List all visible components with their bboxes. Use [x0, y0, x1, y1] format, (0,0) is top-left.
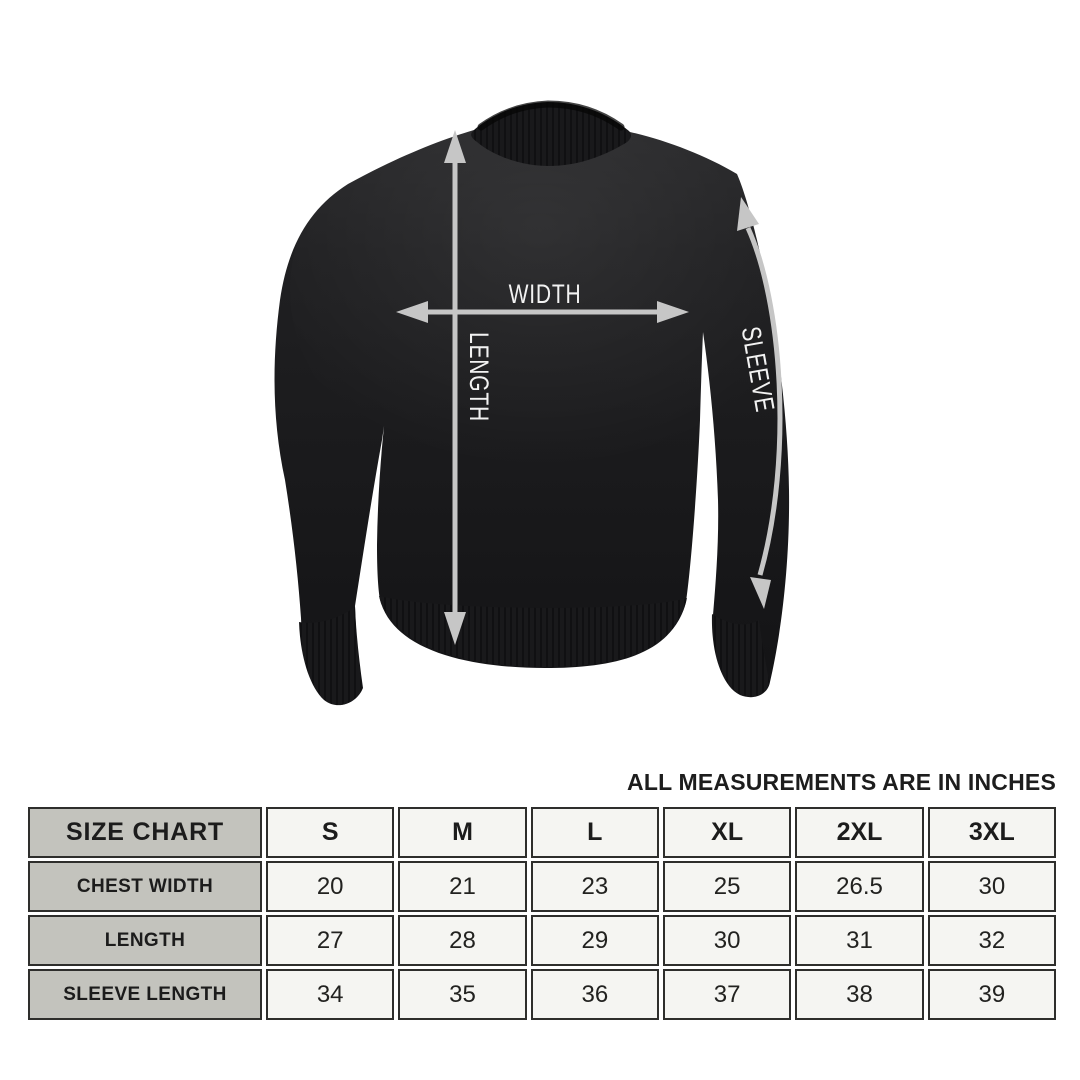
- sleeve-length-2xl: 38: [795, 969, 923, 1020]
- length-label: LENGTH: [463, 331, 494, 423]
- size-column-3xl: 3XL: [928, 807, 1056, 858]
- width-label: WIDTH: [508, 279, 582, 310]
- size-column-xl: XL: [663, 807, 791, 858]
- sleeve-length-xl: 37: [663, 969, 791, 1020]
- length-m: 28: [398, 915, 526, 966]
- sleeve-label: SLEEVE: [734, 324, 780, 415]
- sweatshirt-graphic: [275, 90, 790, 705]
- sleeve-length-m: 35: [398, 969, 526, 1020]
- row-label-sleeve-length: SLEEVE LENGTH: [28, 969, 262, 1020]
- length-2xl: 31: [795, 915, 923, 966]
- size-column-s: S: [266, 807, 394, 858]
- row-label-chest-width: CHEST WIDTH: [28, 861, 262, 912]
- size-chart-table: [28, 807, 1056, 1020]
- length-l: 29: [531, 915, 659, 966]
- chest-width-m: 21: [398, 861, 526, 912]
- chest-width-2xl: 26.5: [795, 861, 923, 912]
- size-chart-corner-cell: SIZE CHART: [28, 807, 262, 858]
- length-xl: 30: [663, 915, 791, 966]
- sleeve-length-s: 34: [266, 969, 394, 1020]
- size-column-l: L: [531, 807, 659, 858]
- chest-width-s: 20: [266, 861, 394, 912]
- sleeve-length-l: 36: [531, 969, 659, 1020]
- chest-width-3xl: 30: [928, 861, 1056, 912]
- sleeve-length-3xl: 39: [928, 969, 1056, 1020]
- chest-width-l: 23: [531, 861, 659, 912]
- length-3xl: 32: [928, 915, 1056, 966]
- measurements-note: ALL MEASUREMENTS ARE IN INCHES: [627, 769, 1056, 795]
- row-label-length: LENGTH: [28, 915, 262, 966]
- size-column-m: M: [398, 807, 526, 858]
- size-column-2xl: 2XL: [795, 807, 923, 858]
- length-s: 27: [266, 915, 394, 966]
- chest-width-xl: 25: [663, 861, 791, 912]
